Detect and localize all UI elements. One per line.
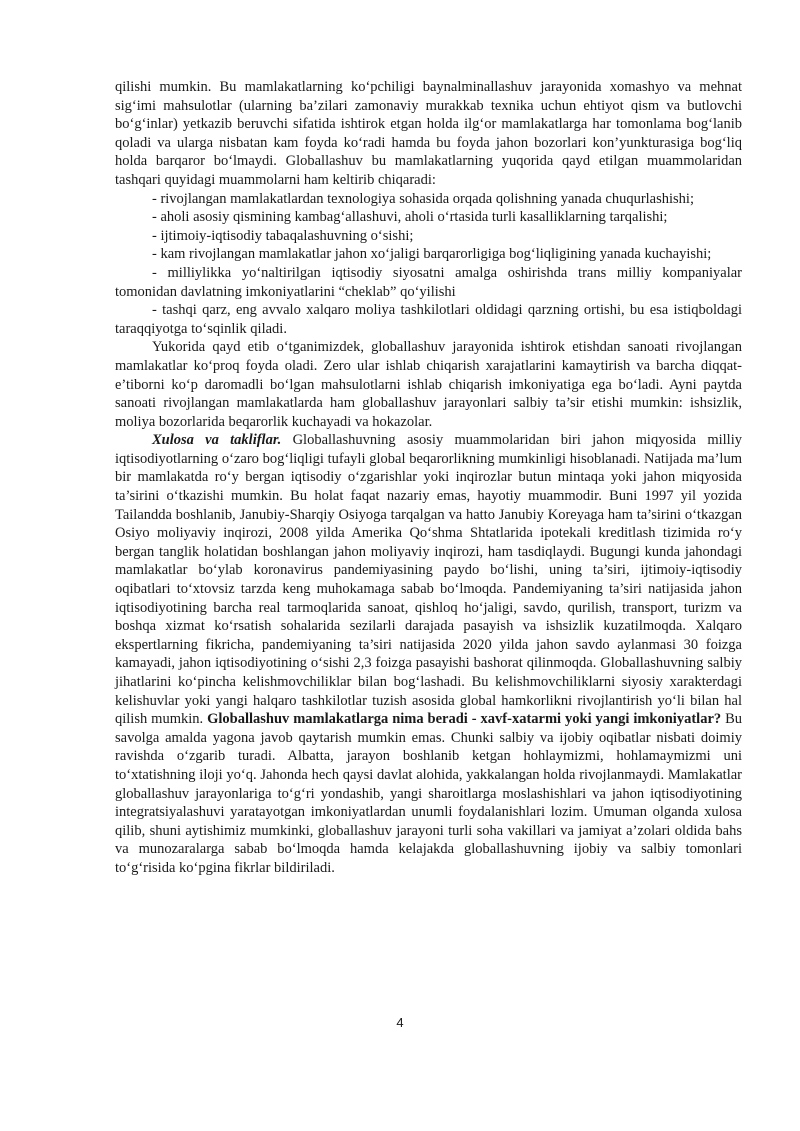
list-item-2: - aholi asosiy qismining kambag‘allashuvi, aholi o‘rtasida turli kasalliklarning tarqalishi;	[152, 209, 668, 226]
paragraph-benefits: Yukorida qayd etib o‘tganimizdek, globallashuv jarayonida ishtirok etishdan sanoati rivojlangan mamlakatlar ko‘proq foyda oladi. Zero ular ishlab chiqarish xarajatlarini kamaytirish va barcha diqqat-e’tiborni ko‘p daromadli bo‘lgan mahsulotlarni ishlab chiqarish imkoniyatiga ega bo‘ladi. Ayni paytda sanoati rivojlangan mamlakatlarda ham globallashuv jarayonlari salbiy ta’sir etishi mumkin: ishsizlik, moliya bozorlarida beqarorlik kuchayadi va hokazolar.	[115, 339, 742, 430]
document-page	[115, 78, 742, 878]
list-item-3: - ijtimoiy-iqtisodiy tabaqalashuvning o‘sishi;	[152, 227, 414, 244]
list-item-1: - rivojlangan mamlakatlardan texnologiya sohasida orqada qolishning yanada chuqurlashishi;	[152, 190, 694, 207]
list-item-5: - milliylikka yo‘naltirilgan iqtisodiy siyosatni amalga oshirishda trans milliy kompaniyalar tomonidan davlatning imkoniyatlarini “cheklab” qo‘yilishi	[115, 264, 742, 300]
conclusion-text-2: Bu savolga amalda yagona javob qaytarish mumkin emas. Chunki salbiy va ijobiy oqibatlar nisbati doimiy ravishda o‘zgarib turadi. Albatta, jarayon boshlanib ketgan hohlaymizmi, hohlamaymizmi uni to‘xtatishning iloji yo‘q. Jahonda hech qaysi davlat alohida, yakkalangan holda rivojlanmaydi. Mamlakatlar globallashuv jarayonlariga to‘g‘ri yondashib, yangi sharoitlarga moslashishlari va jahon iqtisodiyotining integratsiyalashuvi yaratayotgan imkoniyatlardan unumli foydalanishlari lozim. Umuman olganda xulosa qilib, shuni aytishimiz mumkinki, globallashuv jarayoni turli soha vakillari va jamiyat a’zolari oldida bahs va munozaralarga sabab bo‘lmoqda hamda kelajakda globallashuvning ijobiy va salbiy tomonlari to‘g‘risida ko‘pgina fikrlar bildiriladi.	[115, 711, 743, 876]
conclusion-heading: Xulosa va takliflar.	[152, 432, 282, 449]
conclusion-text-1: Globallashuvning asosiy muammolaridan biri jahon miqyosida milliy iqtisodiyotlarning o‘zaro bog‘liqligi tufayli global beqarorlikning mumkinligi hisoblanadi. Natijada ma’lum bir mamlakatda ro‘y bergan iqtisodiy o‘zgarishlar yoki inqirozlar butun mintaqa yoki jahon miqyosida ta’sirini o‘tkazishi mumkin. Bu holat faqat nazariy emas, hayotiy muammodir. Buni 1997 yil yozida Tailandda boshlanib, Janubiy-Sharqiy Osiyoga tarqalgan va hatto Janubiy Koreyaga ham ta’sirini o‘tkazgan Osiyo moliyaviy inqirozi, 2008 yilda Amerika Qo‘shma Shtatlarida ipotekali kreditlash tizimida ro‘y bergan tanglik holatidan boshlangan jahon moliyaviy inqirozi, ham tasdiqlaydi. Bugungi kunda jahondagi mamlakatlar bo‘ylab koronavirus pandemiyasining paydo bo‘lishi, uning ta’siri, ijtimoiy-iqtisodiy oqibatlari to‘xtovsiz tarzda keng muhokamaga sabab bo‘lmoqda. Pandemiyaning ta’siri natijasida jahon iqtisodiyotining barcha real tarmoqlarida sanoat, qishloq ho‘jaligi, savdo, qurilish, transport, turizm va boshqa xizmat ko‘rsatish sohalarida sezilarli darajada pasayish va ishsizlik kuzatilmoqda. Xalqaro ekspertlarning fikricha, pandemiyaning ta’siri natijasida 2020 yilda jahon savdo aylanmasi 30 foizga kamayadi, jahon iqtisodiyotining o‘sishi 2,3 foizga pasayishi bashorat qilinmoqda. Globallashuvning salbiy jihatlarini ko‘pincha kelishmovchiliklar bilan bog‘lashadi. Bu kelishmovchiliklarni siyosiy xarakterdagi kelishuvlar yoki yangi halqaro tashkilotlar tuzish asosida global hamkorlikni rivojlantirish yo‘li bilan hal qilish mumkin.	[115, 432, 742, 728]
list-item-4: - kam rivojlangan mamlakatlar jahon xo‘jaligi barqarorligiga bog‘liqligining yanada kuchayishi;	[152, 246, 712, 263]
paragraph-conclusion	[115, 431, 742, 877]
page-number: 4	[396, 1015, 404, 1030]
list-item-6: - tashqi qarz, eng avvalo xalqaro moliya tashkilotlari oldidagi qarzning ortishi, bu esa istiqboldagi taraqqiyotga to‘sqinlik qiladi.	[115, 302, 742, 337]
paragraph-intro: qilishi mumkin. Bu mamlakatlarning ko‘pchiligi baynalminallashuv jarayonida xomashyo va mehnat sig‘imi mahsulotlar (ularning ba’zilari zamonaviy murakkab texnika uchun ehtiyot qism va butlovchi bo‘g‘inlar) yetkazib beruvchi sifatida ishtirok etgan holda ilg‘or mamlakatlarga har tomonlama bog‘lanib qoladi va ularga nisbatan kam foyda ko‘radi hamda bu foyda jahon bozorlari kon’yunkturasiga bog‘liq holda barqaror bo‘lmaydi. Globallashuv bu mamlakatlarning yuqorida qayd etilgan muammolaridan tashqari quyidagi muammolarni ham keltirib chiqaradi:	[115, 79, 742, 188]
conclusion-question: Globallashuv mamlakatlarga nima beradi - xavf-xatarmi yoki yangi imkoniyatlar?	[207, 711, 722, 728]
